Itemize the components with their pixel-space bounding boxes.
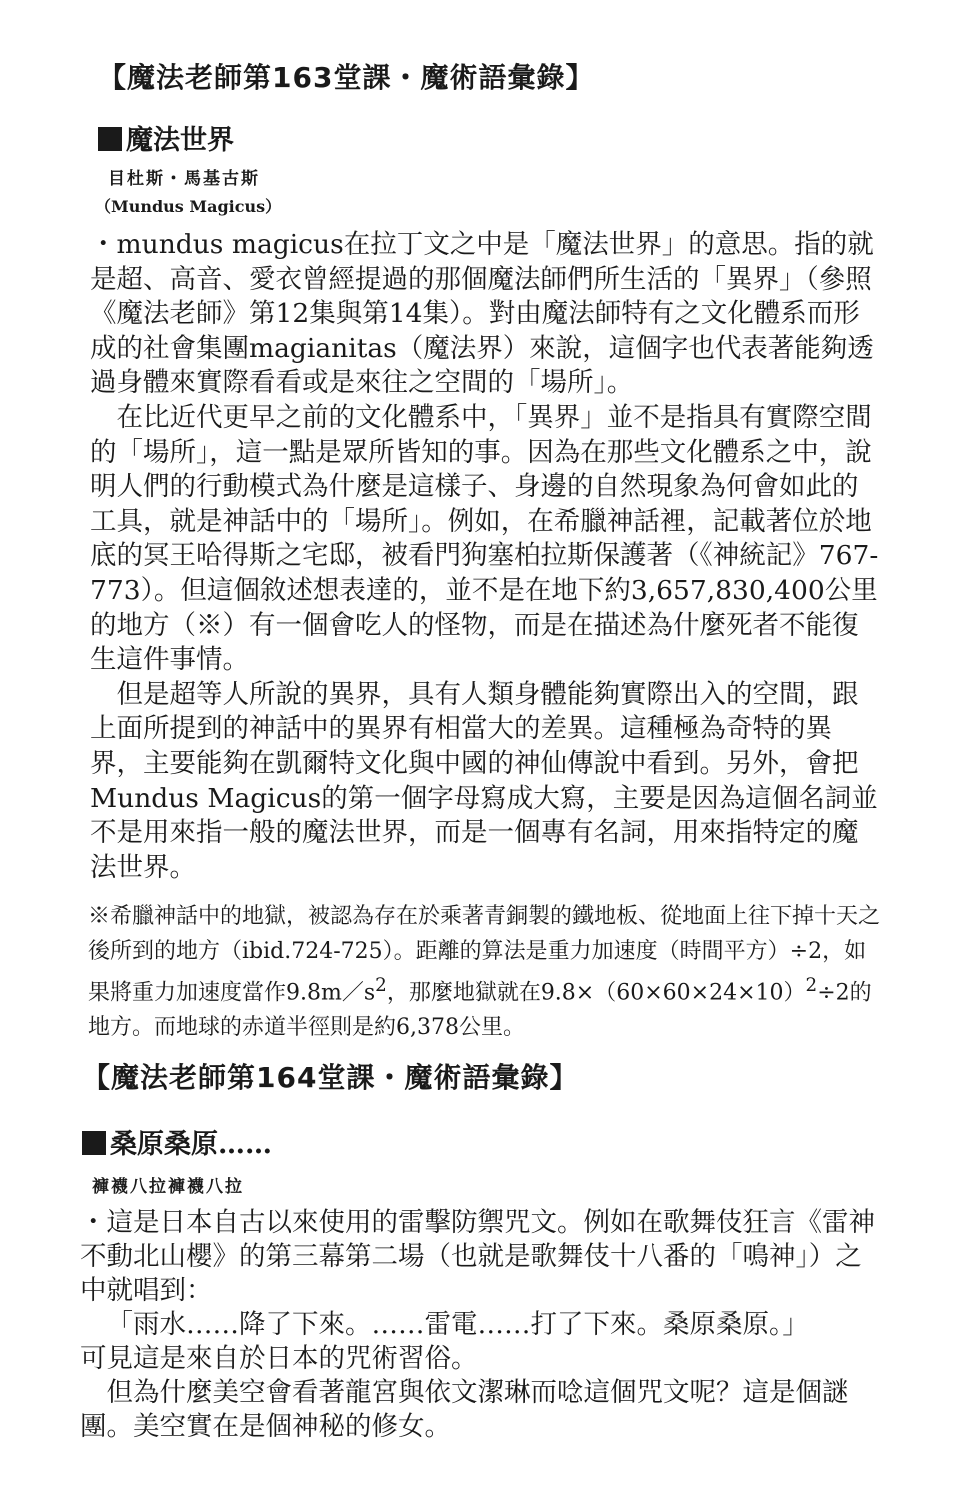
section-163-heading: 【魔法老師第163堂課・魔術語彙錄】 <box>98 61 595 94</box>
paragraph: 在比近代更早之前的文化體系中，「異界」並不是指具有實際空間的「場所」，這一點是眾所皆知的事。因為在那些文化體系之中，說明人們的行動模式為什麼是這樣子、身邊的自然現象為何會如此的工具，就是神話中的「場所」。例如，在希臘神話裡，記載著位於地底的冥王哈得斯之宅邸，被看門狗塞柏拉斯保護著（《神統記》767-773）。但這個敘述想表達的，並不是在地下約3,657,830,400公里的地方（※）有一個會吃人的怪物，而是在描述為什麼死者不能復生這件事情。 <box>90 401 879 676</box>
quote: 「雨水……降了下來。……雷電……打了下來。桑原桑原。」 <box>106 1309 809 1340</box>
footnote <box>88 900 880 1045</box>
section-164-heading: 【魔法老師第164堂課・魔術語彙錄】 <box>82 1061 579 1094</box>
term-kuwabara <box>82 1122 272 1161</box>
square-bullet-icon <box>82 1131 106 1155</box>
term-title: 魔法世界 <box>126 125 234 156</box>
section-163-body <box>90 228 880 885</box>
footnote-text-3: ÷2的地方。而地球的赤道半徑則是約6,378公里。 <box>88 980 872 1040</box>
term-title: 桑原桑原…… <box>110 1129 272 1160</box>
paragraph: 但是超等人所說的異界，具有人類身體能夠實際出入的空間，跟上面所提到的神話中的異界有相當大的差異。這種極為奇特的異界，主要能夠在凱爾特文化與中國的神仙傳說中看到。另外，會把Mundus Magicus的第一個字母寫成大寫，主要是因為這個名詞並不是用來指一般的魔法世界，而是一個專有名詞，用來指特定的魔法世界。 <box>90 678 878 883</box>
footnote-text-2: ，那麼地獄就在9.8×（60×60×24×10） <box>386 980 806 1006</box>
paragraph: ・mundus magicus在拉丁文之中是「魔法世界」的意思。指的就是超、高音、愛衣曾經提過的那個魔法師們所生活的「異界」（參照《魔法老師》第12集與第14集）。對由魔法師特有之文化體系而形成的社會集團magianitas（魔法界）來說，這個字也代表著能夠透過身體來實際看看或是來往之空間的「場所」。 <box>90 229 874 399</box>
section-164-body <box>80 1206 880 1444</box>
term-mundus-magicus <box>98 118 234 157</box>
term-latin: （Mundus Magicus） <box>95 197 282 216</box>
paragraph: 但為什麼美空會看著龍宮與依文潔琳而唸這個咒文呢？這是個謎團。美空實在是個神秘的修女。 <box>80 1377 849 1442</box>
paragraph: ・這是日本自古以來使用的雷擊防禦咒文。例如在歌舞伎狂言《雷神不動北山櫻》的第三幕第二場（也就是歌舞伎十八番的「鳴神」）之中就唱到： <box>80 1207 875 1306</box>
paragraph: 可見這是來自於日本的咒術習俗。 <box>80 1343 478 1374</box>
square-bullet-icon <box>98 127 122 151</box>
term-reading: 目杜斯・馬基古斯 <box>108 169 260 189</box>
term-reading: 褲襪八拉褲襪八拉 <box>92 1177 244 1197</box>
footnote-text-1: ※希臘神話中的地獄，被認為存在於乘著青銅製的鐵地板、從地面上往下掉十天之後所到的地方（ibid.724-725）。距離的算法是重力加速度（時間平方）÷2，如果將重力加速度當作9.8m／s <box>88 904 881 1006</box>
footnote-superscript-1: 2 <box>375 975 387 996</box>
footnote-superscript-2: 2 <box>805 975 818 996</box>
